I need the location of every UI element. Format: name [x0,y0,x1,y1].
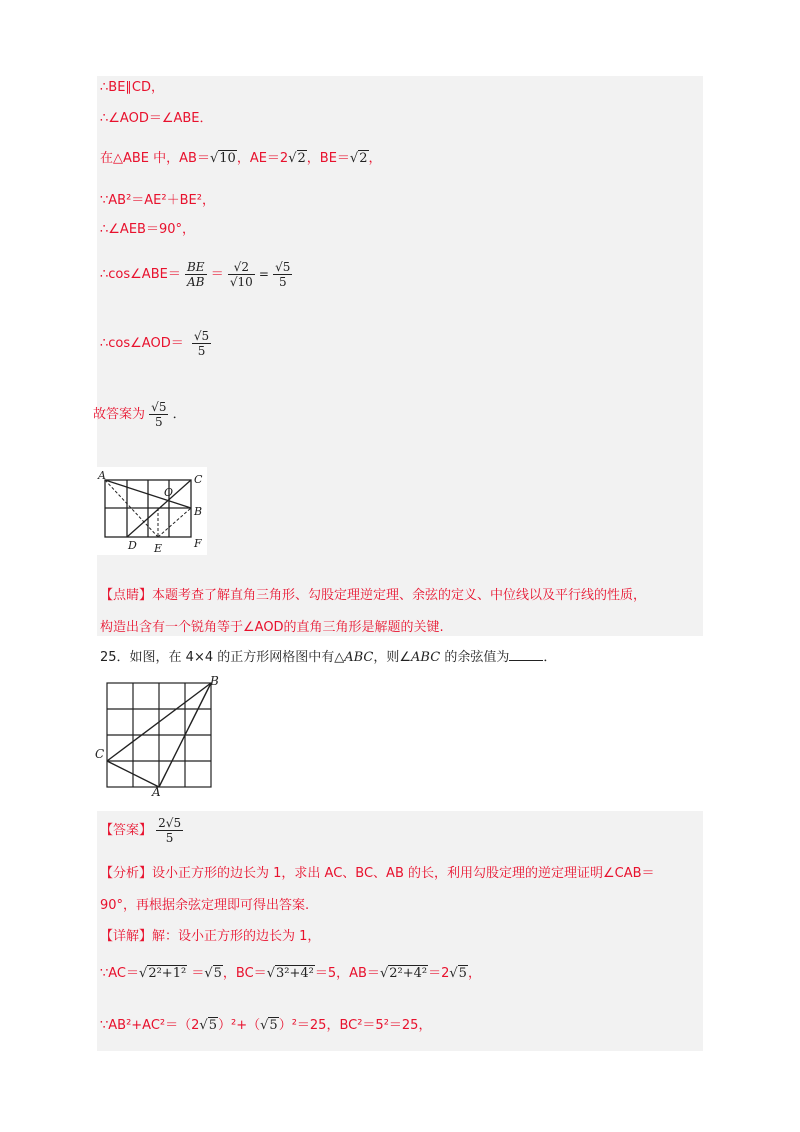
text: ，BE＝ [306,151,350,166]
text: ， [467,966,481,981]
triangle-name: ABC [344,650,374,665]
line-cos-abe: ∴cos∠ABE＝ $\frac{BE}{AB}$ ＝ $\frac{√2}{√10}$ = $\frac{√5}{5}$ [100,260,291,289]
answer-line [100,813,183,849]
text: 设小正方形的边长为 1，求出 AC、BC、AB 的长，利用勾股定理的逆定理证明∠CAB＝ [152,866,655,881]
text: ． [172,407,186,422]
label-a: A [98,469,106,482]
sqrt-5: √5 [260,1018,278,1033]
line-triangle-abe [100,151,382,167]
fraction-sqrt5-5: $\frac{√5}{5}$ [193,329,210,358]
label-c: C [95,747,105,761]
text: ． [543,650,557,665]
line-angle-aeb: ∴∠AEB＝90°， [100,222,195,237]
line-answer-top [93,397,186,433]
note-line-1: 【点睛】本题考查了解直角三角形、勾股定理逆定理、余弦的定义、中位线以及平行线的性质， [100,588,647,603]
answer-blank [509,660,543,661]
line-angle-equal: ∴∠AOD＝∠ABE． [100,111,213,126]
analysis-line-2: 90°，再根据余弦定理即可得出答案. [100,898,310,913]
note-line-2: 构造出含有一个锐角等于∠AOD的直角三角形是解题的关键. [100,620,444,635]
text: ）²＝25，BC²＝5²＝25， [278,1018,432,1033]
line-cos-aod [100,326,211,362]
label-c: C [194,473,203,486]
text: ＝2 [428,966,450,981]
label-o: O [164,486,174,499]
line-be-parallel-cd: ∴BE∥CD， [100,80,164,95]
text: 故答案为 [93,407,146,422]
text: 25．如图，在 4×4 的正方形网格图中有△ [100,650,345,665]
text: ∵AB²+AC²＝（2 [100,1018,200,1033]
label-b: B [194,505,203,518]
text: 的余弦值为 [440,650,510,665]
label-f: F [194,537,202,550]
text: ，AE＝2 [236,151,289,166]
analysis-label: 【分析】 [100,866,153,881]
question-25 [100,650,556,666]
text: ）²+（ [218,1018,261,1033]
fraction-be-ab: $\frac{BE}{AB}$ [186,260,205,289]
text: ∴cos∠ABE＝ [100,267,181,282]
text: ＝ [210,267,224,282]
text: ＝5，AB＝ [314,966,380,981]
text: 在△ABE 中，AB＝ [100,151,210,166]
label-a: A [152,785,161,797]
sqrt-ae: √2 [288,151,306,166]
fraction-sqrt5-5: $\frac{√5}{5}$ [275,260,291,289]
sqrt-be: √2 [349,151,368,166]
detail-line-2 [100,966,481,982]
analysis-line-1 [100,866,655,882]
sqrt-ac: √2²+1² [139,966,187,981]
sqrt-5: √5 [199,1018,217,1033]
text: ＝ [191,966,205,981]
label-d: D [128,539,137,552]
detail-line-1 [100,929,320,945]
text: 解：设小正方形的边长为 1， [152,929,321,944]
detail-label: 【详解】 [100,929,153,944]
angle-name: ABC [411,650,441,665]
text: ∴cos∠AOD＝ [100,336,184,351]
sqrt-5: √5 [449,966,467,981]
text: ∵AC＝ [100,966,140,981]
answer-label: 【答案】 [100,823,153,838]
line-pythagoras: ∵AB²＝AE²＋BE²， [100,193,215,208]
fraction-sqrt2-sqrt10: $\frac{√2}{√10}$ [229,260,253,289]
figure-rectangle-grid [97,467,207,555]
sqrt-ab: √10 [209,151,236,166]
label-b: B [210,674,219,688]
answer-fraction: $\frac{2√5}{5}$ [158,816,182,845]
text: ， [368,151,382,166]
detail-line-3 [100,1018,431,1034]
sqrt-bc: √3²+4² [266,966,314,981]
sqrt-ab: √2²+4² [379,966,428,981]
text: ，则∠ [373,650,412,665]
fraction-sqrt5-5: $\frac{√5}{5}$ [151,400,167,429]
sqrt-5: √5 [204,966,222,981]
figure-4x4-grid [93,672,223,797]
text: ，BC＝ [222,966,267,981]
label-e: E [154,542,163,555]
